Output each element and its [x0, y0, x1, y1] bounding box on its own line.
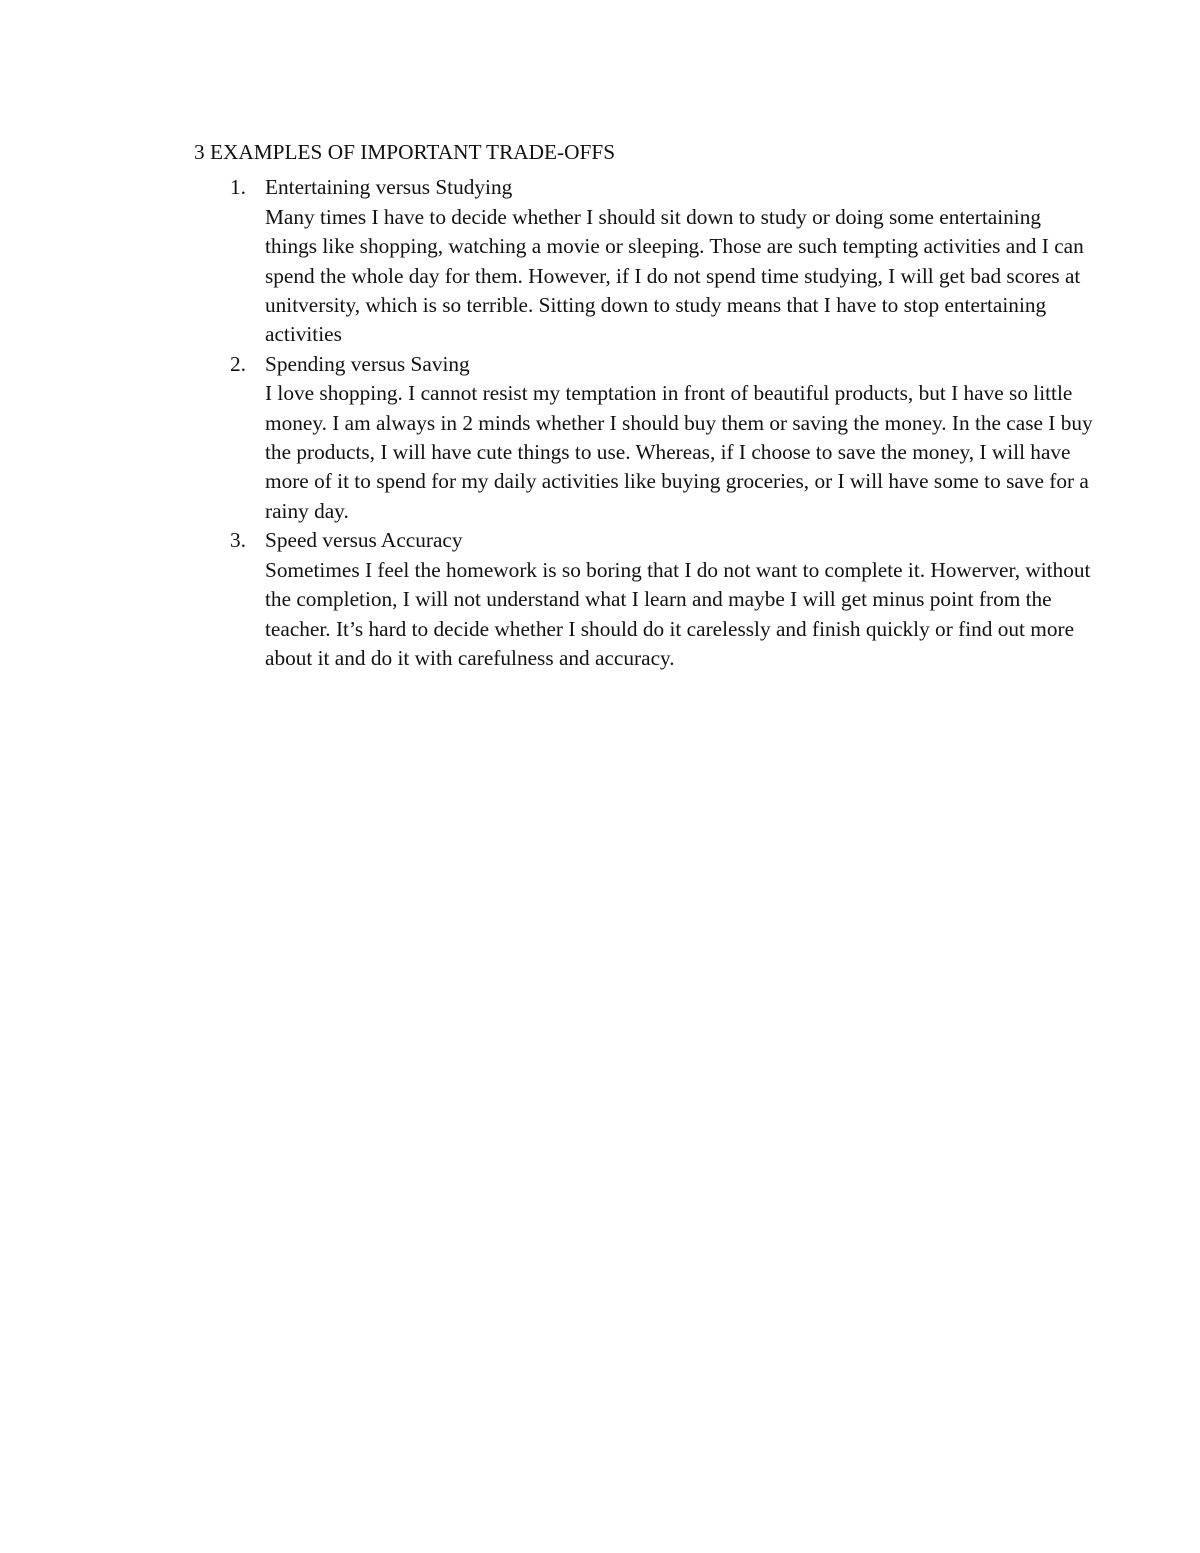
list-item [194, 350, 1094, 526]
list-item-number: 3. [230, 528, 246, 553]
list-item-heading: Spending versus Saving [265, 351, 470, 376]
list-item [194, 173, 1094, 349]
list-item-body: I love shopping. I cannot resist my temptation in front of beautiful products, but I have so little money. I am always in 2 minds whether I should buy them or saving the money. In the case I buy the products, I will have cute things to use. Whereas, if I choose to save the money, I will have more of it to spend for my daily activities like buying groceries, or I will have some to save for a rainy day. [265, 381, 1093, 523]
list-item-body: Sometimes I feel the homework is so boring that I do not want to complete it. Howerver, without the completion, I will not understand what I learn and maybe I will get minus point from the teacher. It’s hard to decide whether I should do it carelessly and finish quickly or find out more about it and do it with carefulness and accuracy. [265, 557, 1091, 670]
list-item-heading: Speed versus Accuracy [265, 528, 463, 553]
list-item-number: 2. [230, 351, 246, 376]
list-item-number: 1. [230, 175, 246, 200]
trade-off-list [194, 173, 1094, 673]
list-item [194, 526, 1094, 673]
list-item-body: Many times I have to decide whether I should sit down to study or doing some entertaining things like shopping, watching a movie or sleeping. Those are such tempting activities and I can spend the whole day for them. However, if I do not spend time studying, I will get bad scores at unitversity, which is so terrible. Sitting down to study means that I have to stop entertaining activities [265, 204, 1084, 347]
document-title: 3 EXAMPLES OF IMPORTANT TRADE-OFFS [194, 140, 616, 164]
list-item-heading: Entertaining versus Studying [265, 175, 513, 200]
document-content [194, 138, 1094, 673]
